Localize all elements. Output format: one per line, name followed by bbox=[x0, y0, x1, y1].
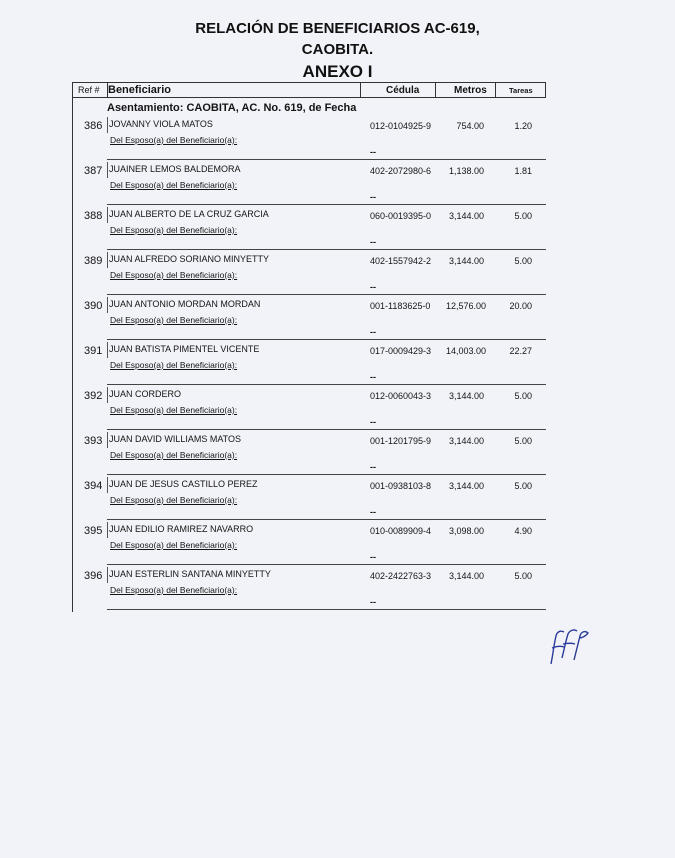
row-rule bbox=[107, 339, 546, 340]
tareas-value: 1.81 bbox=[514, 166, 532, 176]
cedula-value: 402-2072980-6 bbox=[370, 166, 432, 176]
table-header bbox=[72, 82, 546, 98]
cedula-value: 402-1557942-2 bbox=[370, 256, 432, 266]
tareas-value: 5.00 bbox=[514, 571, 532, 581]
row-rule bbox=[107, 159, 546, 160]
document-subtitle: CAOBITA. bbox=[301, 41, 374, 58]
header-divider bbox=[435, 83, 436, 98]
row-divider bbox=[107, 567, 108, 583]
table-row bbox=[72, 297, 546, 342]
table-row bbox=[72, 522, 546, 567]
spouse-cedula-placeholder: -- bbox=[370, 417, 376, 427]
ref-number: 390 bbox=[84, 300, 103, 312]
beneficiary-name: JUAN ALFREDO SORIANO MINYETTY bbox=[109, 254, 270, 264]
metros-value: 3,144.00 bbox=[448, 211, 484, 221]
metros-value: 12,576.00 bbox=[446, 301, 487, 311]
spouse-label: Del Esposo(a) del Beneficiario(a): bbox=[110, 495, 238, 505]
ref-number: 395 bbox=[84, 525, 103, 537]
spouse-cedula-placeholder: -- bbox=[370, 327, 376, 337]
spouse-cedula-placeholder: -- bbox=[370, 192, 376, 202]
row-divider bbox=[107, 522, 108, 538]
cedula-value: 402-2422763-3 bbox=[370, 571, 432, 581]
row-rule bbox=[107, 249, 546, 250]
header-cedula: Cédula bbox=[386, 85, 420, 96]
cedula-value: 012-0104925-9 bbox=[370, 121, 432, 131]
tareas-value: 5.00 bbox=[514, 436, 532, 446]
table-row bbox=[72, 117, 546, 162]
row-rule bbox=[107, 609, 546, 610]
header-divider bbox=[495, 83, 496, 98]
metros-value: 3,144.00 bbox=[448, 571, 484, 581]
table-row bbox=[72, 387, 546, 432]
row-rule bbox=[107, 294, 546, 295]
row-divider bbox=[107, 252, 108, 268]
beneficiary-name: JUAN DAVID WILLIAMS MATOS bbox=[109, 434, 242, 444]
ref-number: 387 bbox=[84, 165, 103, 177]
cedula-value: 017-0009429-3 bbox=[370, 346, 432, 356]
spouse-cedula-placeholder: -- bbox=[370, 237, 376, 247]
row-divider bbox=[107, 387, 108, 403]
beneficiary-name: JUAINER LEMOS BALDEMORA bbox=[109, 164, 241, 174]
metros-value: 1,138.00 bbox=[448, 166, 484, 176]
cedula-value: 060-0019395-0 bbox=[370, 211, 432, 221]
metros-value: 3,144.00 bbox=[448, 256, 484, 266]
spouse-cedula-placeholder: -- bbox=[370, 372, 376, 382]
tareas-value: 5.00 bbox=[514, 211, 532, 221]
beneficiary-name: JUAN ANTONIO MORDAN MORDAN bbox=[109, 299, 261, 309]
cedula-value: 010-0089909-4 bbox=[370, 526, 432, 536]
spouse-label: Del Esposo(a) del Beneficiario(a): bbox=[110, 225, 238, 235]
header-ref: Ref # bbox=[78, 85, 100, 95]
spouse-label: Del Esposo(a) del Beneficiario(a): bbox=[110, 405, 238, 415]
spouse-label: Del Esposo(a) del Beneficiario(a): bbox=[110, 270, 238, 280]
beneficiary-name: JUAN CORDERO bbox=[109, 389, 182, 399]
spouse-cedula-placeholder: -- bbox=[370, 462, 376, 472]
spouse-label: Del Esposo(a) del Beneficiario(a): bbox=[110, 360, 238, 370]
beneficiary-name: JUAN EDILIO RAMIREZ NAVARRO bbox=[109, 524, 254, 534]
row-divider bbox=[107, 117, 108, 133]
spouse-label: Del Esposo(a) del Beneficiario(a): bbox=[110, 180, 238, 190]
document-title: RELACIÓN DE BENEFICIARIOS AC-619, bbox=[195, 20, 480, 37]
asentamiento-label: Asentamiento: CAOBITA, AC. No. 619, de Fecha bbox=[107, 102, 357, 114]
metros-value: 3,144.00 bbox=[448, 436, 484, 446]
ref-number: 391 bbox=[84, 345, 103, 357]
table-row bbox=[72, 252, 546, 297]
table-row bbox=[72, 477, 546, 522]
row-divider bbox=[107, 162, 108, 178]
tareas-value: 5.00 bbox=[514, 481, 532, 491]
row-divider bbox=[107, 477, 108, 493]
table-row bbox=[72, 432, 546, 477]
header-beneficiario: Beneficiario bbox=[108, 84, 171, 96]
ref-number: 393 bbox=[84, 435, 103, 447]
tareas-value: 5.00 bbox=[514, 391, 532, 401]
spouse-cedula-placeholder: -- bbox=[370, 282, 376, 292]
table-row bbox=[72, 207, 546, 252]
tareas-value: 4.90 bbox=[514, 526, 532, 536]
tareas-value: 5.00 bbox=[514, 256, 532, 266]
ref-number: 389 bbox=[84, 255, 103, 267]
row-divider bbox=[107, 207, 108, 223]
cedula-value: 012-0060043-3 bbox=[370, 391, 432, 401]
row-divider bbox=[107, 297, 108, 313]
spouse-label: Del Esposo(a) del Beneficiario(a): bbox=[110, 135, 238, 145]
header-tareas: Tareas bbox=[509, 86, 533, 95]
spouse-cedula-placeholder: -- bbox=[370, 507, 376, 517]
tareas-value: 20.00 bbox=[509, 301, 532, 311]
row-rule bbox=[107, 204, 546, 205]
ref-number: 392 bbox=[84, 390, 103, 402]
annex-title: ANEXO I bbox=[302, 62, 373, 81]
metros-value: 3,144.00 bbox=[448, 481, 484, 491]
signature-initials bbox=[548, 626, 592, 666]
cedula-value: 001-1201795-9 bbox=[370, 436, 432, 446]
row-rule bbox=[107, 474, 546, 475]
header-divider bbox=[360, 83, 361, 98]
metros-value: 754.00 bbox=[456, 121, 484, 131]
beneficiary-name: JUAN ALBERTO DE LA CRUZ GARCIA bbox=[109, 209, 269, 219]
row-rule bbox=[107, 564, 546, 565]
beneficiary-name: JOVANNY VIOLA MATOS bbox=[109, 119, 213, 129]
row-rule bbox=[107, 384, 546, 385]
spouse-cedula-placeholder: -- bbox=[370, 147, 376, 157]
beneficiary-name: JUAN DE JESUS CASTILLO PEREZ bbox=[109, 479, 258, 489]
table-right-border bbox=[545, 82, 546, 98]
table-row bbox=[72, 342, 546, 387]
spouse-label: Del Esposo(a) del Beneficiario(a): bbox=[110, 540, 238, 550]
table-row bbox=[72, 567, 546, 612]
spouse-label: Del Esposo(a) del Beneficiario(a): bbox=[110, 450, 238, 460]
metros-value: 3,144.00 bbox=[448, 391, 484, 401]
beneficiary-name: JUAN BATISTA PIMENTEL VICENTE bbox=[109, 344, 260, 354]
tareas-value: 1.20 bbox=[514, 121, 532, 131]
spouse-cedula-placeholder: -- bbox=[370, 552, 376, 562]
header-metros: Metros bbox=[454, 85, 487, 96]
table-row bbox=[72, 162, 546, 207]
row-rule bbox=[107, 429, 546, 430]
cedula-value: 001-1183625-0 bbox=[370, 301, 431, 311]
spouse-label: Del Esposo(a) del Beneficiario(a): bbox=[110, 585, 238, 595]
metros-value: 3,098.00 bbox=[448, 526, 484, 536]
ref-number: 394 bbox=[84, 480, 103, 492]
beneficiary-name: JUAN ESTERLIN SANTANA MINYETTY bbox=[109, 569, 271, 579]
row-rule bbox=[107, 519, 546, 520]
row-divider bbox=[107, 342, 108, 358]
beneficiaries-table bbox=[72, 82, 546, 612]
tareas-value: 22.27 bbox=[509, 346, 532, 356]
spouse-label: Del Esposo(a) del Beneficiario(a): bbox=[110, 315, 238, 325]
metros-value: 14,003.00 bbox=[446, 346, 487, 356]
ref-number: 388 bbox=[84, 210, 103, 222]
ref-number: 396 bbox=[84, 570, 103, 582]
row-divider bbox=[107, 432, 108, 448]
ref-number: 386 bbox=[84, 120, 103, 132]
cedula-value: 001-0938103-8 bbox=[370, 481, 432, 491]
spouse-cedula-placeholder: -- bbox=[370, 597, 376, 607]
